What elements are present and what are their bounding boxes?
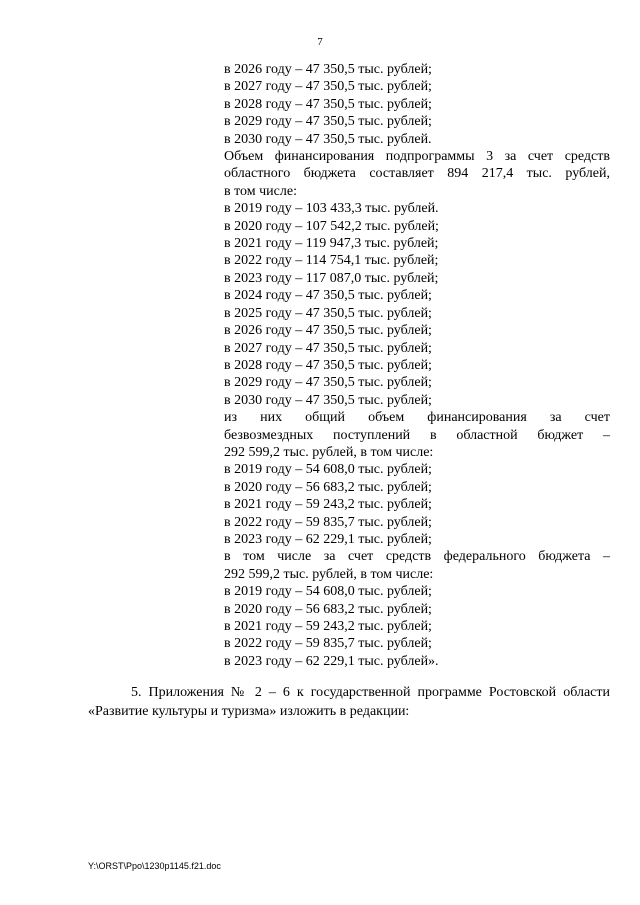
text-line: в 2025 году – 47 350,5 тыс. рублей;	[224, 305, 432, 321]
text-line: в том числе за счет средств федерального бюджета –	[224, 549, 610, 565]
text-line: в 2019 году – 54 608,0 тыс. рублей;	[224, 584, 432, 600]
text-line: в 2028 году – 47 350,5 тыс. рублей;	[224, 357, 432, 373]
text-line: Объем финансирования подпрограммы 3 за счет средств	[224, 149, 610, 165]
text-line: в 2026 году – 47 350,5 тыс. рублей;	[224, 62, 432, 77]
page-number: 7	[317, 36, 323, 48]
text-line: 292 599,2 тыс. рублей, в том числе:	[224, 444, 434, 460]
text-line: в 2030 году – 47 350,5 тыс. рублей;	[224, 392, 432, 408]
text-line: в 2021 году – 119 947,3 тыс. рублей;	[224, 236, 439, 252]
text-line: в 2022 году – 59 835,7 тыс. рублей;	[224, 636, 432, 652]
text-line: в 2023 году – 62 229,1 тыс. рублей».	[224, 653, 439, 669]
text-line: в 2023 году – 117 087,0 тыс. рублей;	[224, 270, 439, 286]
text-line: из них общий объем финансирования за счет	[224, 410, 610, 426]
text-line: в 2022 году – 59 835,7 тыс. рублей;	[224, 514, 432, 530]
text-line: в 2028 году – 47 350,5 тыс. рублей;	[224, 96, 432, 112]
text-line: в 2027 году – 47 350,5 тыс. рублей;	[224, 340, 432, 356]
text-line: в 2020 году – 56 683,2 тыс. рублей;	[224, 601, 432, 617]
text-line: в 2021 году – 59 243,2 тыс. рублей;	[224, 619, 432, 634]
text-line: в 2026 году – 47 350,5 тыс. рублей;	[224, 323, 432, 339]
text-line: в 2022 году – 114 754,1 тыс. рублей;	[224, 253, 439, 269]
text-line: в 2024 году – 47 350,5 тыс. рублей;	[224, 288, 432, 304]
text-line: в том числе:	[224, 183, 297, 199]
text-line: в 2020 году – 107 542,2 тыс. рублей;	[224, 218, 439, 234]
file-path-footer: Y:\ORST\Ppo\1230p1145.f21.doc	[88, 861, 221, 871]
paragraph-5	[88, 683, 610, 721]
text-line: в 2023 году – 62 229,1 тыс. рублей;	[224, 531, 432, 547]
text-line: в 2029 году – 47 350,5 тыс. рублей;	[224, 375, 432, 391]
text-line: в 2021 году – 59 243,2 тыс. рублей;	[224, 497, 432, 513]
text-line: в 2029 году – 47 350,5 тыс. рублей;	[224, 114, 432, 130]
text-line: в 2019 году – 103 433,3 тыс. рублей.	[224, 201, 439, 217]
text-line: в 2030 году – 47 350,5 тыс. рублей.	[224, 131, 432, 147]
text-line: в 2020 году – 56 683,2 тыс. рублей;	[224, 479, 432, 495]
paragraph-5-line-1: 5. Приложения № 2 – 6 к государственной программе Ростовской области	[131, 685, 610, 700]
text-line: областного бюджета составляет 894 217,4 тыс. рублей,	[224, 166, 610, 182]
text-line: безвозмездных поступлений в областной бюджет –	[224, 427, 610, 443]
text-line: в 2019 году – 54 608,0 тыс. рублей;	[224, 462, 432, 478]
paragraph-5-line-2: «Развитие культуры и туризма» изложить в редакции:	[88, 704, 410, 719]
text-line: 292 599,2 тыс. рублей, в том числе:	[224, 566, 434, 582]
financing-text-block	[224, 61, 610, 670]
text-line: в 2027 году – 47 350,5 тыс. рублей;	[224, 79, 432, 95]
